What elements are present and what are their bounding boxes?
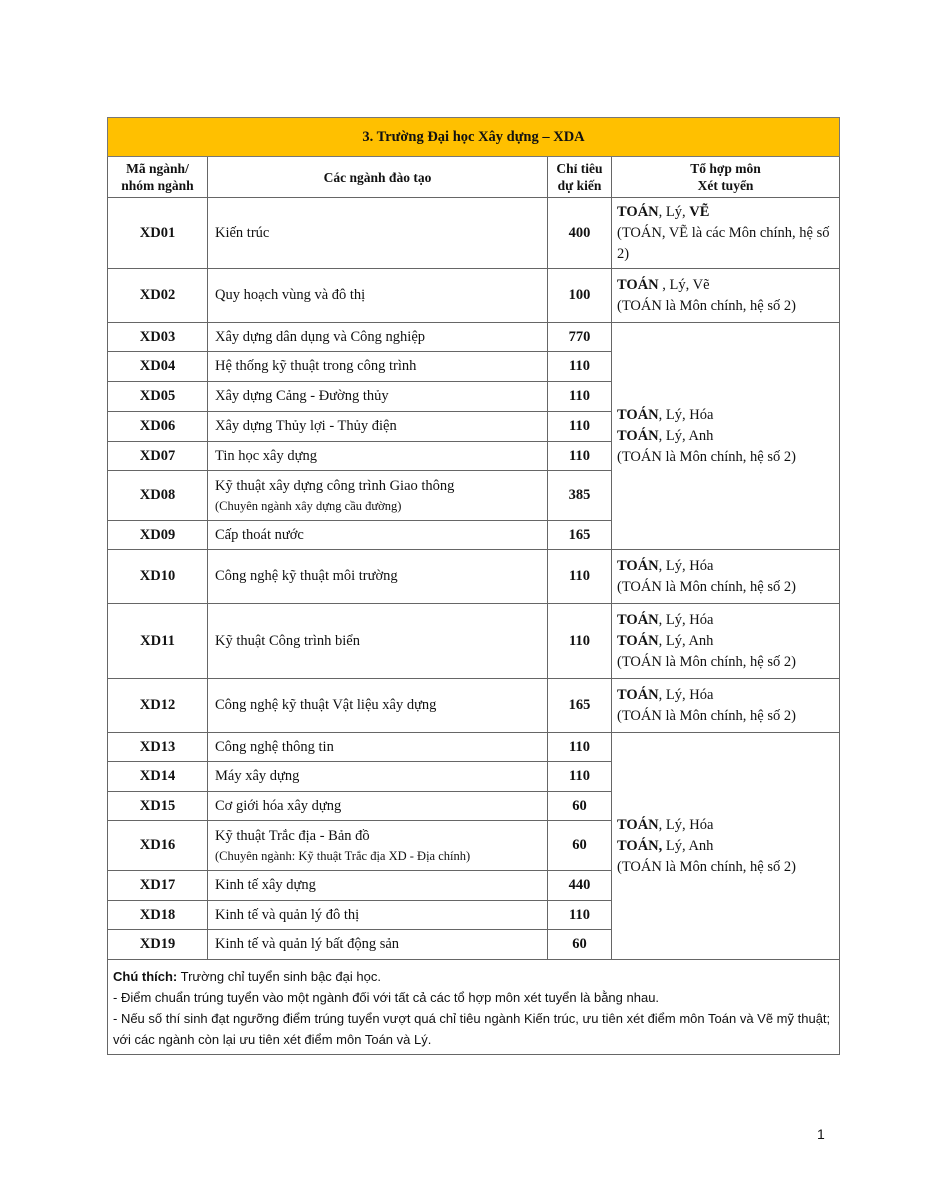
- program-quota: 110: [548, 762, 612, 792]
- program-code: XD10: [108, 550, 208, 604]
- table-header-row: [108, 157, 840, 198]
- combo-line-2: TOÁN, Lý, Anh: [617, 427, 714, 444]
- program-name: Kinh tế và quản lý đô thị: [208, 901, 548, 930]
- program-quota: 100: [548, 269, 612, 323]
- table-row: [108, 733, 840, 762]
- program-code: XD05: [108, 382, 208, 412]
- table-title: 3. Trường Đại học Xây dựng – XDA: [108, 118, 840, 157]
- program-name: Xây dựng Thủy lợi - Thủy điện: [208, 412, 548, 442]
- program-code: XD11: [108, 604, 208, 679]
- col-header-combo: Tổ hợp môn Xét tuyển: [612, 157, 840, 198]
- combo-line-1: TOÁN, Lý, VẼ: [617, 203, 710, 220]
- program-code: XD08: [108, 471, 208, 521]
- program-code: XD19: [108, 930, 208, 960]
- program-quota: 110: [548, 442, 612, 471]
- table-row: [108, 679, 840, 733]
- program-quota: 385: [548, 471, 612, 521]
- combo-line-3: (TOÁN là Môn chính, hệ số 2): [617, 858, 796, 875]
- program-name: Quy hoạch vùng và đô thị: [208, 269, 548, 323]
- program-name: Tin học xây dựng: [208, 442, 548, 471]
- program-name: Cơ giới hóa xây dựng: [208, 792, 548, 821]
- program-quota: 400: [548, 198, 612, 269]
- combo-line-3: (TOÁN là Môn chính, hệ số 2): [617, 653, 796, 670]
- combo-line-2: (TOÁN là Môn chính, hệ số 2): [617, 297, 796, 314]
- program-code: XD15: [108, 792, 208, 821]
- combo-line-1: TOÁN , Lý, Vẽ: [617, 276, 710, 293]
- program-quota: 440: [548, 871, 612, 901]
- combo-line-3: (TOÁN là Môn chính, hệ số 2): [617, 448, 796, 465]
- program-code: XD13: [108, 733, 208, 762]
- program-quota: 110: [548, 733, 612, 762]
- program-code: XD01: [108, 198, 208, 269]
- program-quota: 110: [548, 352, 612, 382]
- program-code: XD14: [108, 762, 208, 792]
- combo-line-1: TOÁN, Lý, Hóa: [617, 816, 714, 833]
- combo-line-1: TOÁN, Lý, Hóa: [617, 406, 714, 423]
- program-quota: 770: [548, 323, 612, 352]
- note-box: [108, 960, 840, 1055]
- subject-combination: [612, 198, 840, 269]
- program-name: Xây dựng dân dụng và Công nghiệp: [208, 323, 548, 352]
- col-header-program: Các ngành đào tạo: [208, 157, 548, 198]
- combo-line-2: TOÁN, Lý, Anh: [617, 837, 714, 854]
- note-row: [108, 960, 840, 1055]
- note-label: Chú thích:: [113, 969, 178, 984]
- program-code: XD03: [108, 323, 208, 352]
- combo-line-2: TOÁN, Lý, Anh: [617, 632, 714, 649]
- program-quota: 110: [548, 550, 612, 604]
- program-quota: 165: [548, 679, 612, 733]
- program-code: XD17: [108, 871, 208, 901]
- table-row: [108, 550, 840, 604]
- program-specialization: (Chuyên ngành: Kỹ thuật Trắc địa XD - Địa chính): [215, 849, 471, 863]
- subject-combination: [612, 733, 840, 960]
- program-name: Kinh tế và quản lý bất động sản: [208, 930, 548, 960]
- program-quota: 60: [548, 792, 612, 821]
- program-code: XD09: [108, 521, 208, 550]
- program-quota: 60: [548, 930, 612, 960]
- program-quota: 165: [548, 521, 612, 550]
- subject-combination: [612, 679, 840, 733]
- program-name: Công nghệ thông tin: [208, 733, 548, 762]
- page-number: 1: [817, 1126, 825, 1142]
- program-code: XD12: [108, 679, 208, 733]
- subject-combination: [612, 269, 840, 323]
- note-line-3: - Nếu số thí sinh đạt ngưỡng điểm trúng tuyển vượt quá chỉ tiêu ngành Kiến trúc, ưu tiên xét điểm môn Toán và Vẽ mỹ thuật; với các ngành còn lại ưu tiên xét điểm môn Toán và Lý.: [113, 1011, 831, 1047]
- program-name: Công nghệ kỹ thuật môi trường: [208, 550, 548, 604]
- combo-line-1: TOÁN, Lý, Hóa: [617, 557, 714, 574]
- subject-combination: [612, 323, 840, 550]
- combo-line-1: TOÁN, Lý, Hóa: [617, 611, 714, 628]
- table-row: [108, 604, 840, 679]
- program-code: XD16: [108, 821, 208, 871]
- combo-line-2: (TOÁN là Môn chính, hệ số 2): [617, 707, 796, 724]
- program-name: Kỹ thuật Công trình biển: [208, 604, 548, 679]
- program-code: XD04: [108, 352, 208, 382]
- table-row: [108, 198, 840, 269]
- program-name: Kiến trúc: [208, 198, 548, 269]
- program-quota: 110: [548, 412, 612, 442]
- note-line-1: Chú thích: Trường chỉ tuyển sinh bậc đại học.: [113, 969, 381, 984]
- program-code: XD06: [108, 412, 208, 442]
- program-name: Kỹ thuật Trắc địa - Bản đồ (Chuyên ngành: Kỹ thuật Trắc địa XD - Địa chính): [208, 821, 548, 871]
- program-name: Xây dựng Cảng - Đường thủy: [208, 382, 548, 412]
- program-code: XD18: [108, 901, 208, 930]
- program-code: XD02: [108, 269, 208, 323]
- program-name: Hệ thống kỹ thuật trong công trình: [208, 352, 548, 382]
- program-quota: 110: [548, 604, 612, 679]
- program-code: XD07: [108, 442, 208, 471]
- program-name: Kinh tế xây dựng: [208, 871, 548, 901]
- program-specialization: (Chuyên ngành xây dựng cầu đường): [215, 499, 402, 513]
- col-header-quota: Chỉ tiêu dự kiến: [548, 157, 612, 198]
- table-row: [108, 323, 840, 352]
- combo-line-2: (TOÁN là Môn chính, hệ số 2): [617, 578, 796, 595]
- subject-combination: [612, 550, 840, 604]
- table-title-row: [108, 118, 840, 157]
- note-line-2: - Điểm chuẩn trúng tuyển vào một ngành đối với tất cả các tổ hợp môn xét tuyển là bằng nhau.: [113, 990, 660, 1005]
- program-quota: 110: [548, 382, 612, 412]
- combo-line-2: (TOÁN, VẼ là các Môn chính, hệ số 2): [617, 224, 830, 262]
- program-name: Kỹ thuật xây dựng công trình Giao thông (Chuyên ngành xây dựng cầu đường): [208, 471, 548, 521]
- program-name: Máy xây dựng: [208, 762, 548, 792]
- program-quota: 110: [548, 901, 612, 930]
- admissions-table: [107, 117, 840, 1055]
- col-header-code: Mã ngành/ nhóm ngành: [108, 157, 208, 198]
- program-quota: 60: [548, 821, 612, 871]
- program-name: Cấp thoát nước: [208, 521, 548, 550]
- program-name: Công nghệ kỹ thuật Vật liệu xây dựng: [208, 679, 548, 733]
- combo-line-1: TOÁN, Lý, Hóa: [617, 686, 714, 703]
- table-row: [108, 269, 840, 323]
- subject-combination: [612, 604, 840, 679]
